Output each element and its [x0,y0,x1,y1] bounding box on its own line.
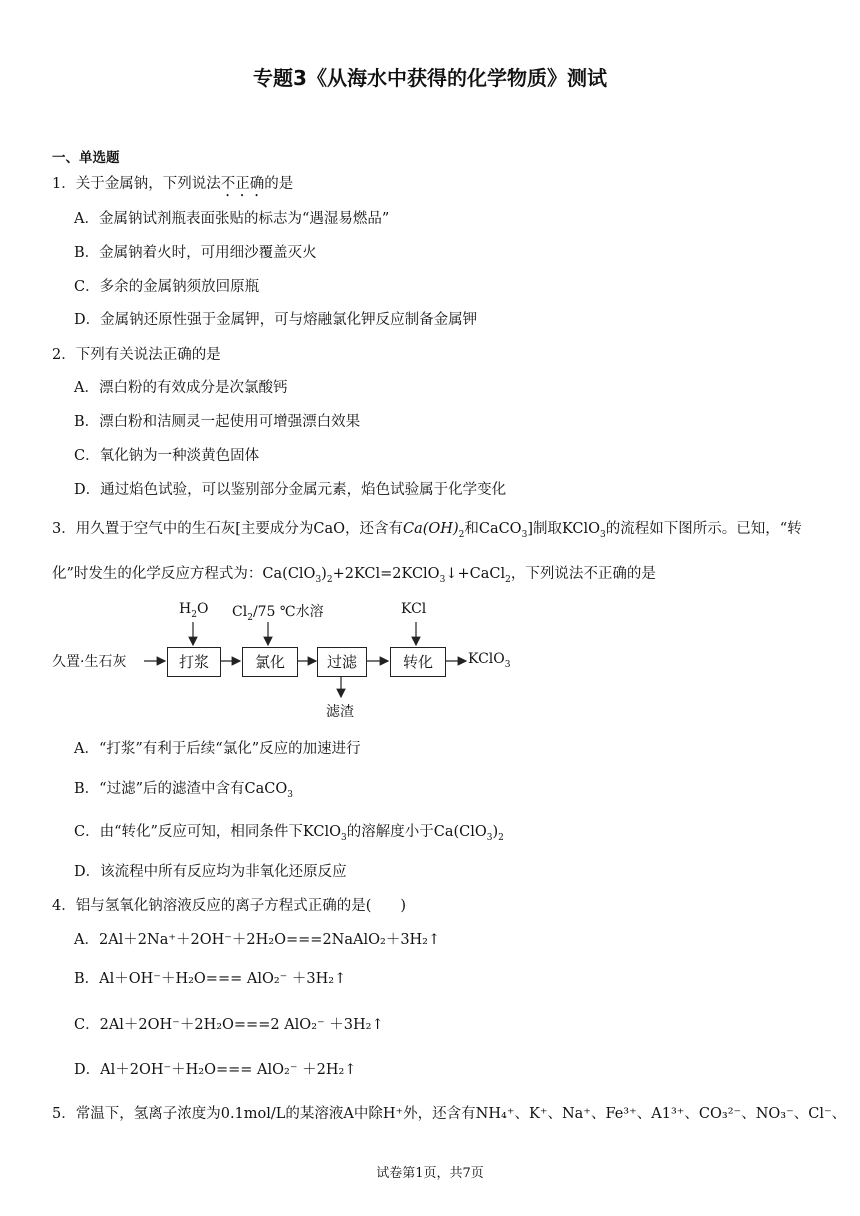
section-heading: 一、单选题 [52,150,120,166]
question-2-option-b: B．漂白粉和洁厕灵一起使用可增强漂白效果 [74,414,361,430]
question-2-option-c: C．氧化钠为一种淡黄色固体 [74,448,260,464]
question-1-option-a: A．金属钠试剂瓶表面张贴的标志为“遇湿易燃品” [74,211,390,227]
emphasis-text: 不正确 [220,176,265,192]
question-2-option-d: D．通过焰色试验，可以鉴别部分金属元素，焰色试验属于化学变化 [74,482,507,498]
flow-step-chlorination: 氯化 [242,647,298,677]
question-3-stem-line-2: 化”时发生的化学反应方程式为：$Ca(ClO_3)_2+2KCl=2KClO_3↓+CaCl_2$，下列说法不正确的是 [52,566,656,585]
question-1-option-d: D．金属钠还原性强于金属钾，可与熔融氯化钾反应制备金属钾 [74,312,478,328]
flow-input-kcl: KCl [401,601,427,617]
page-footer: 试卷第1页，共7页 [376,1166,484,1181]
flow-step-conversion: 转化 [390,647,446,677]
question-1-option-b: B．金属钠着火时，可用细沙覆盖灭火 [74,245,317,261]
question-2-stem: 2．下列有关说法正确的是 [52,347,221,363]
question-3-option-b: B．“过滤”后的滤渣中含有CaCO$_3$ [74,781,293,800]
question-3-stem-line-1: 3．用久置于空气中的生石灰[主要成分为CaO，还含有$Ca(OH)_2$和CaCO$_3$]制取KClO$_3$的流程如下图所示。已知，“转 [52,521,802,540]
flow-step-filtration: 过滤 [317,647,367,677]
page-title: 专题3《从海水中获得的化学物质》测试 [253,66,607,90]
flow-input-chlorine: $Cl_2/75$ ℃水溶 [232,604,324,623]
question-1-option-c: C．多余的金属钠须放回原瓶 [74,279,260,295]
question-5-stem: 5．常温下，氢离子浓度为0.1mol/L的某溶液A中除H⁺外，还含有NH₄⁺、K⁺、Na⁺、Fe³⁺、A1³⁺、CO₃²⁻、NO₃⁻、Cl⁻、 [52,1106,847,1122]
flow-input-water: $H_2O$ [179,601,209,620]
question-3-option-d: D．该流程中所有反应均为非氧化还原反应 [74,864,347,880]
question-3-option-c: C．由“转化”反应可知，相同条件下KClO$_3$的溶解度小于$Ca(ClO_3)_2$ [74,824,504,843]
question-4-stem: 4．铝与氢氧化钠溶液反应的离子方程式正确的是( ) [52,898,407,914]
question-4-option-b: B．Al＋OH⁻＋H₂O=== AlO₂⁻ ＋3H₂↑ [74,971,347,987]
flow-output-residue: 滤渣 [326,704,354,720]
question-4-option-d: D．Al＋2OH⁻＋H₂O=== AlO₂⁻ ＋2H₂↑ [74,1062,357,1078]
question-4-option-a: A．2Al＋2Na⁺＋2OH⁻＋2H₂O===2NaAlO₂＋3H₂↑ [74,932,441,948]
process-flow-diagram [52,600,572,725]
question-1-stem: 1．关于金属钠，下列说法不正确的是 [52,176,294,192]
question-4-option-c: C．2Al＋2OH⁻＋2H₂O===2 AlO₂⁻ ＋3H₂↑ [74,1017,384,1033]
question-3-option-a: A．“打浆”有利于后续“氯化”反应的加速进行 [74,741,361,757]
flow-end-label: KClO$_3$ [468,651,511,670]
flow-step-slurry: 打浆 [167,647,221,677]
flow-start-label: 久置·生石灰 [52,654,127,670]
question-2-option-a: A．漂白粉的有效成分是次氯酸钙 [74,380,288,396]
